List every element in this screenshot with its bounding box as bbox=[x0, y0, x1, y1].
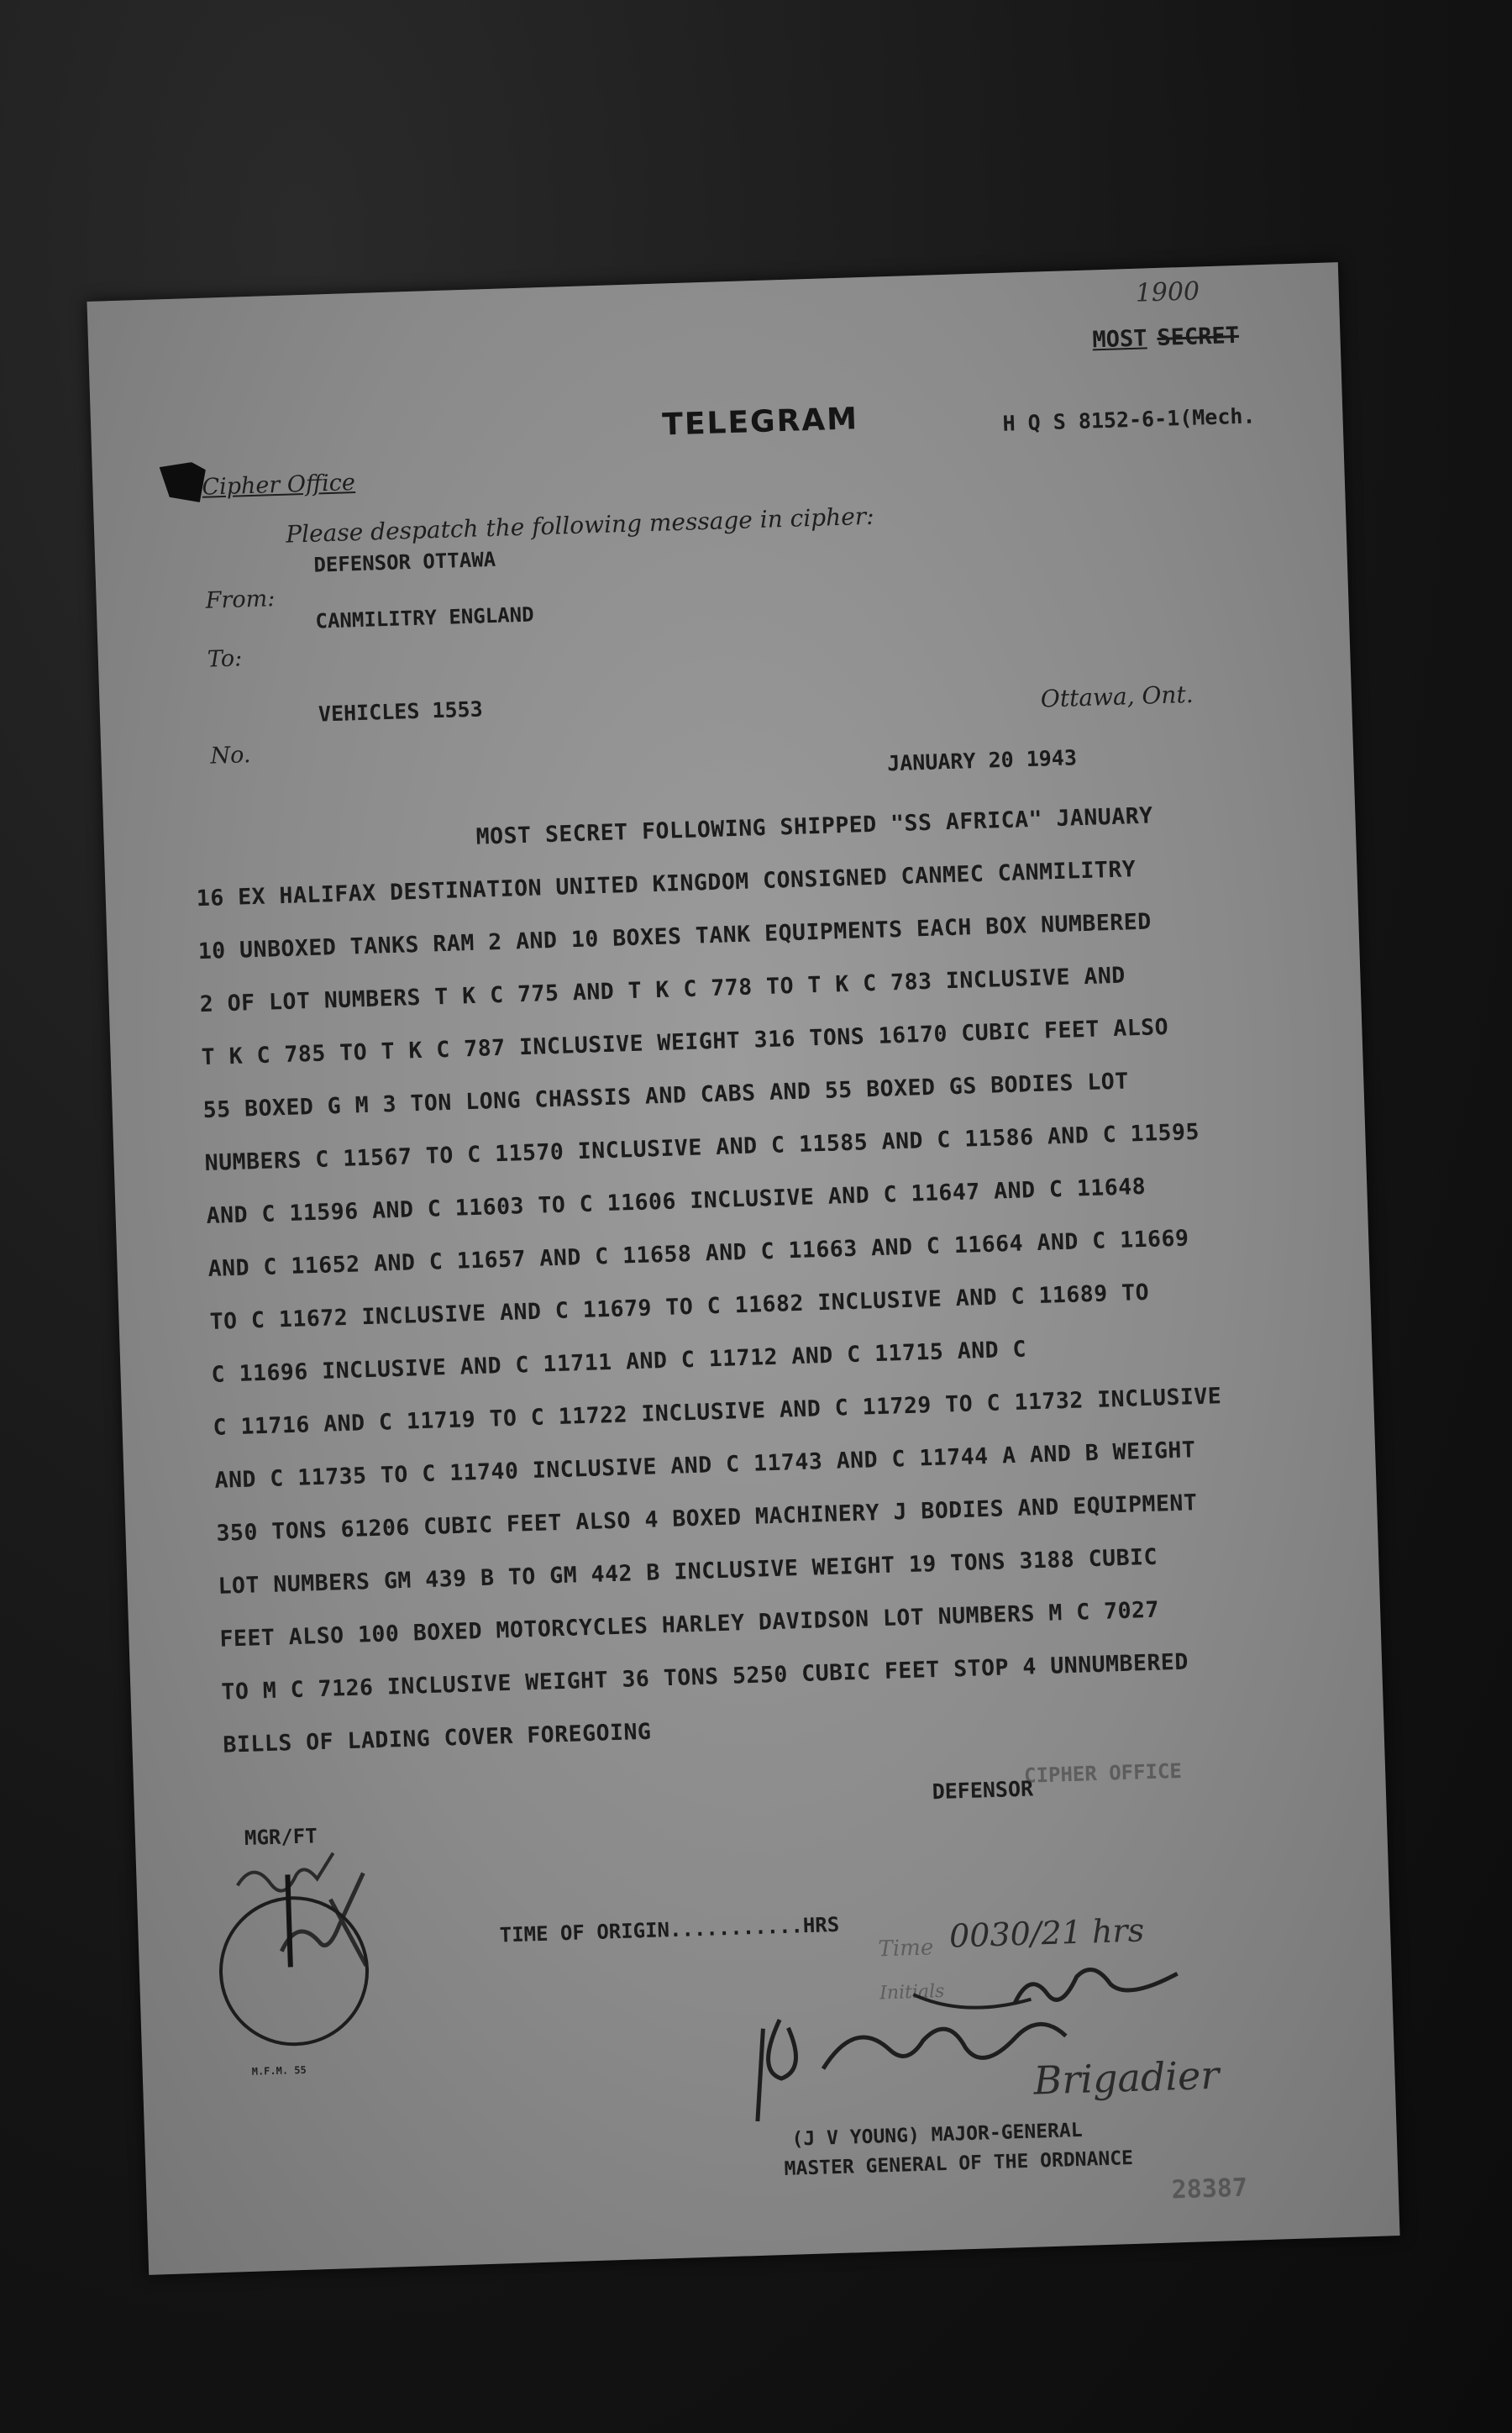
body-line: T K C 785 TO T K C 787 INCLUSIVE WEIGHT 316 TONS 16170 CUBIC FEET ALSO bbox=[201, 1013, 1169, 1071]
body-line: NUMBERS C 11567 TO C 11570 INCLUSIVE AND C 11585 AND C 11586 AND C 11595 bbox=[204, 1118, 1200, 1177]
cipher-office-label: Cipher Office bbox=[201, 470, 356, 501]
register-number: 28387 bbox=[1171, 2173, 1248, 2205]
from-value: DEFENSOR OTTAWA bbox=[313, 547, 496, 577]
cipher-office-stamp: CIPHER OFFICE bbox=[1023, 1758, 1183, 1788]
to-value: CANMILITRY ENGLAND bbox=[315, 602, 534, 633]
body-line: 350 TONS 61206 CUBIC FEET ALSO 4 BOXED MACHINERY J BODIES AND EQUIPMENT bbox=[216, 1490, 1198, 1547]
classification-most: MOST bbox=[1092, 325, 1147, 354]
signatory-title: MASTER GENERAL OF THE ORDNANCE bbox=[784, 2147, 1134, 2180]
time-of-origin: TIME OF ORIGIN...........HRS bbox=[499, 1912, 840, 1947]
message-number: VEHICLES 1553 bbox=[318, 696, 484, 727]
pencil-number: 1900 bbox=[1135, 276, 1200, 308]
handwritten-rank: Brigadier bbox=[1032, 2052, 1221, 2104]
initials-scrawl bbox=[1005, 1957, 1191, 2021]
form-number: M.F.M. 55 bbox=[251, 2063, 307, 2078]
body-line: AND C 11596 AND C 11603 TO C 11606 INCLUSIVE AND C 11647 AND C 11648 bbox=[206, 1173, 1147, 1230]
body-line: C 11696 INCLUSIVE AND C 11711 AND C 11712 AND C 11715 AND C bbox=[211, 1336, 1027, 1388]
body-line: BILLS OF LADING COVER FOREGOING bbox=[223, 1718, 652, 1758]
time-value: 0030/21 hrs bbox=[948, 1911, 1145, 1955]
body-line: MOST SECRET FOLLOWING SHIPPED "SS AFRICA" JANUARY bbox=[475, 802, 1154, 850]
message-body bbox=[194, 788, 1232, 1772]
body-line: 2 OF LOT NUMBERS T K C 775 AND T K C 778 TO T K C 783 INCLUSIVE AND bbox=[199, 962, 1126, 1018]
telegram-document bbox=[87, 262, 1399, 2275]
number-label: No. bbox=[210, 742, 251, 770]
from-label: From: bbox=[205, 586, 276, 614]
body-line: C 11716 AND C 11719 TO C 11722 INCLUSIVE AND C 11729 TO C 11732 INCLUSIVE bbox=[213, 1383, 1222, 1441]
time-label: Time bbox=[878, 1935, 934, 1963]
body-line: 55 BOXED G M 3 TON LONG CHASSIS AND CABS AND 55 BOXED GS BODIES LOT bbox=[202, 1068, 1130, 1124]
body-line: 16 EX HALIFAX DESTINATION UNITED KINGDOM CONSIGNED CANMEC CANMILITRY bbox=[196, 856, 1137, 912]
body-line: TO M C 7126 INCLUSIVE WEIGHT 36 TONS 5250 CUBIC FEET STOP 4 UNNUMBERED bbox=[221, 1648, 1189, 1705]
signatory-name: (J V YOUNG) MAJOR-GENERAL bbox=[791, 2119, 1084, 2151]
body-line: 10 UNBOXED TANKS RAM 2 AND 10 BOXES TANK EQUIPMENTS EACH BOX NUMBERED bbox=[197, 908, 1152, 965]
body-line: AND C 11652 AND C 11657 AND C 11658 AND C 11663 AND C 11664 AND C 11669 bbox=[207, 1225, 1189, 1283]
document-title: TELEGRAM bbox=[661, 402, 859, 443]
initials-label: Initials bbox=[879, 1980, 945, 2005]
typist-initials: MGR/FT bbox=[244, 1824, 318, 1850]
to-label: To: bbox=[207, 645, 243, 673]
body-line: LOT NUMBERS GM 439 B TO GM 442 B INCLUSIVE WEIGHT 19 TONS 3188 CUBIC bbox=[218, 1543, 1158, 1600]
sender-name: DEFENSOR bbox=[932, 1776, 1034, 1805]
body-line: AND C 11735 TO C 11740 INCLUSIVE AND C 11743 AND C 11744 A AND B WEIGHT bbox=[214, 1437, 1196, 1494]
message-date: JANUARY 20 1943 bbox=[886, 745, 1078, 776]
classification-secret: SECRET bbox=[1156, 322, 1240, 351]
body-line: FEET ALSO 100 BOXED MOTORCYCLES HARLEY DAVIDSON LOT NUMBERS M C 7027 bbox=[219, 1596, 1160, 1653]
body-line: TO C 11672 INCLUSIVE AND C 11679 TO C 11682 INCLUSIVE AND C 11689 TO bbox=[209, 1279, 1150, 1335]
ink-blot bbox=[160, 462, 207, 504]
file-reference: H Q S 8152-6-1(Mech. bbox=[1002, 403, 1256, 436]
despatch-note: Please despatch the following message in cipher: bbox=[285, 502, 875, 549]
place-of-origin: Ottawa, Ont. bbox=[1040, 680, 1194, 713]
